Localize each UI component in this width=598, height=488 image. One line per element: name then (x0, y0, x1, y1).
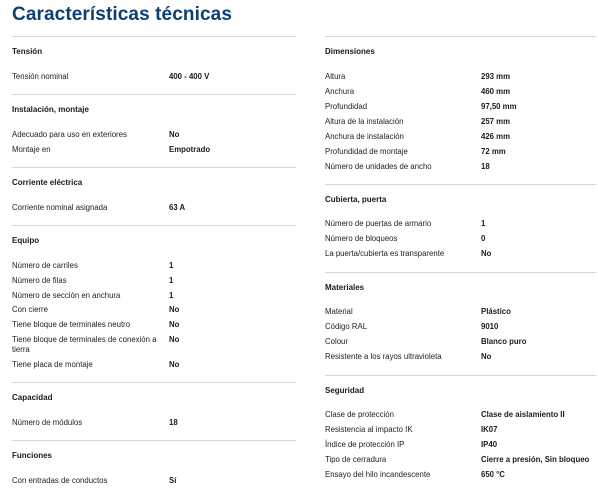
spec-label: La puerta/cubierta es transparente (325, 249, 445, 259)
spec-label: Índice de protección IP (325, 440, 405, 450)
spec-row (325, 438, 596, 453)
section-seguridad (325, 375, 596, 483)
spec-value: No (169, 129, 180, 139)
spec-label: Número de bloqueos (325, 234, 398, 244)
spec-label: Tiene bloque de terminales neutro (12, 320, 131, 330)
spec-value: Clase de aislamiento II (481, 410, 565, 420)
spec-row (12, 69, 296, 84)
spec-value: Blanco puro (481, 337, 527, 347)
spec-row (12, 200, 296, 215)
spec-label: Profundidad (325, 101, 368, 111)
spec-value: 1 (481, 219, 486, 229)
spec-label: Con cierre (12, 305, 48, 315)
spec-value: 72 mm (481, 146, 506, 156)
spec-row (325, 350, 596, 365)
section-title: Dimensiones (325, 47, 375, 56)
spec-value: 97,50 mm (481, 101, 517, 111)
spec-label: Clase de protección (325, 410, 394, 420)
spec-label: Resistencia al impacto IK (325, 425, 413, 435)
spec-value: No (169, 359, 180, 369)
spec-row (12, 473, 296, 488)
spec-row (325, 84, 596, 99)
spec-row (12, 333, 296, 358)
spec-value: 1 (169, 275, 174, 285)
section-instalacion-montaje (12, 94, 296, 167)
spec-label: Anchura (325, 86, 355, 96)
spec-label: Colour (325, 337, 348, 347)
section-tension (12, 36, 296, 94)
section-capacidad (12, 382, 296, 440)
section-title: Cubierta, puerta (325, 194, 387, 204)
spec-label: Tensión nominal (12, 71, 69, 81)
spec-value: 63 A (169, 202, 186, 212)
left-column (12, 36, 296, 488)
section-title: Instalación, montaje (12, 104, 89, 114)
spec-value: 426 mm (481, 131, 511, 141)
section-dimensiones (325, 36, 596, 184)
spec-row (325, 232, 596, 247)
spec-label: Altura de la instalación (325, 116, 404, 126)
spec-value: 1 (169, 290, 174, 300)
spec-label: Número de filas (12, 275, 67, 285)
section-title: Seguridad (325, 385, 365, 395)
spec-value: No (169, 320, 180, 330)
section-title: Funciones (12, 451, 53, 461)
spec-label: Montaje en (12, 144, 51, 154)
right-column (325, 36, 596, 482)
spec-value: No (169, 305, 180, 315)
spec-label: Resistente a los rayos ultravioleta (325, 352, 442, 362)
spec-value: 9010 (481, 322, 499, 332)
spec-value: 18 (481, 161, 490, 171)
section-equipo (12, 225, 296, 382)
spec-value: Empotrado (169, 144, 211, 154)
spec-label: Número de unidades de ancho (325, 161, 432, 171)
spec-row (12, 303, 296, 318)
spec-label: Anchura de instalación (325, 131, 404, 141)
section-title: Equipo (12, 235, 40, 245)
spec-row (325, 408, 596, 423)
spec-row (325, 144, 596, 159)
section-funciones (12, 440, 296, 488)
spec-row (12, 258, 296, 273)
section-title: Tensión (12, 47, 43, 56)
spec-label: Profundidad de montaje (325, 146, 408, 156)
spec-row (12, 415, 296, 430)
spec-value: No (481, 249, 492, 259)
spec-value: 257 mm (481, 116, 511, 126)
section-title: Materiales (325, 282, 365, 292)
spec-row (325, 423, 596, 438)
spec-value: 293 mm (481, 71, 511, 81)
spec-value: Sí (169, 475, 177, 485)
spec-label: Número de carriles (12, 260, 78, 270)
spec-row (12, 127, 296, 142)
spec-label: Tipo de cerradura (325, 455, 387, 465)
spec-row (325, 129, 596, 144)
spec-row (325, 217, 596, 232)
spec-row (325, 159, 596, 174)
spec-label: Material (325, 307, 353, 317)
spec-value: Plástico (481, 307, 511, 317)
section-title: Capacidad (12, 393, 53, 403)
spec-value: 0 (481, 234, 486, 244)
spec-value: No (169, 335, 180, 345)
spec-row (12, 288, 296, 303)
spec-value: IP40 (481, 440, 498, 450)
spec-label: Número de puertas de armario (325, 219, 432, 229)
spec-label: Número de sección en anchura (12, 290, 121, 300)
spec-row (12, 318, 296, 333)
spec-value: 400 - 400 V (169, 71, 210, 81)
spec-label: Con entradas de conductos (12, 475, 108, 485)
page-title: Características técnicas (12, 4, 232, 25)
section-materiales (325, 272, 596, 375)
spec-value: Cierre a presión, Sin bloqueo (481, 455, 590, 465)
spec-row (12, 357, 296, 372)
spec-row (325, 305, 596, 320)
spec-row (12, 273, 296, 288)
spec-row (325, 247, 596, 262)
spec-value: 650 °C (481, 470, 505, 480)
spec-row (12, 142, 296, 157)
spec-value: 460 mm (481, 86, 511, 96)
section-cubierta-puerta (325, 184, 596, 272)
spec-label: Corriente nominal asignada (12, 202, 108, 212)
spec-label: Número de módulos (12, 417, 83, 427)
spec-label: Adecuado para uso en exteriores (12, 129, 127, 139)
spec-label: Código RAL (325, 322, 368, 332)
spec-row (325, 69, 596, 84)
spec-value: IK07 (481, 425, 498, 435)
spec-value: 18 (169, 417, 178, 427)
spec-label: Tiene bloque de terminales de conexión a tierra (12, 335, 157, 354)
spec-label: Tiene placa de montaje (12, 359, 93, 369)
spec-row (325, 114, 596, 129)
section-corriente-electrica (12, 167, 296, 225)
spec-value: 1 (169, 260, 174, 270)
section-title: Corriente eléctrica (12, 177, 83, 187)
spec-label: Ensayo del hilo incandescente (325, 470, 431, 480)
spec-row (325, 452, 596, 467)
spec-row (325, 335, 596, 350)
spec-label: Altura (325, 71, 346, 81)
spec-value: No (481, 352, 492, 362)
spec-row (325, 320, 596, 335)
spec-row (325, 99, 596, 114)
